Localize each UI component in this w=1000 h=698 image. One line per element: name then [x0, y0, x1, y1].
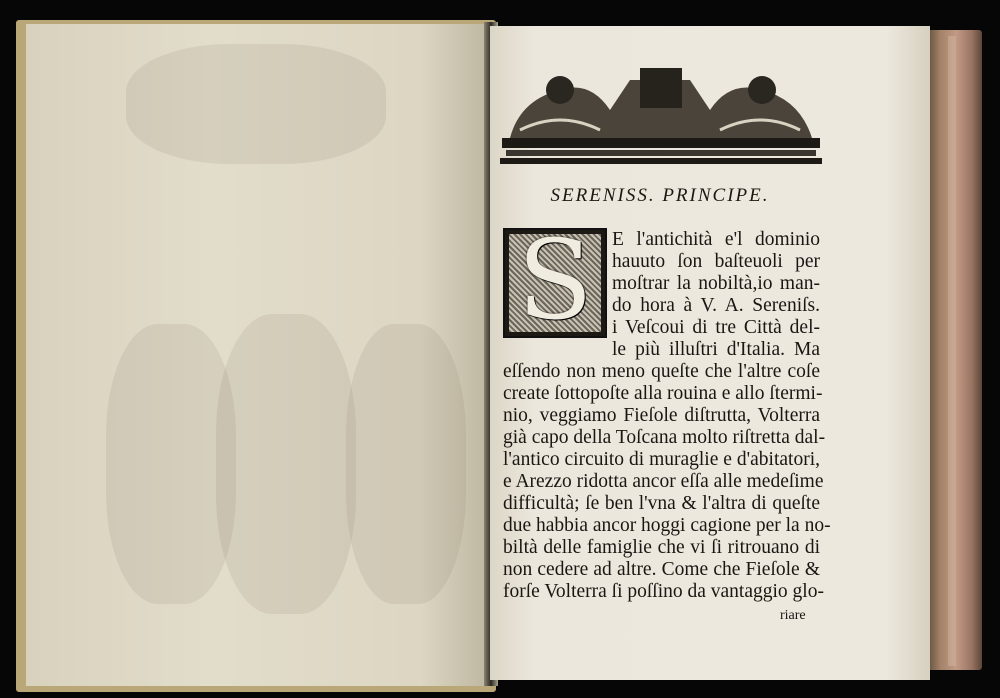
text-line: forſe Volterra ſi poſſino da vantaggio glo- [503, 581, 824, 602]
text-line: difficultà; ſe ben l'vna & l'altra di queſte [503, 493, 820, 514]
text-line: nio, veggiamo Fieſole diſtrutta, Volterra [503, 405, 820, 426]
text-line: i Veſcoui di tre Città del- [612, 317, 820, 338]
text-line: già capo della Toſcana molto riſtretta dal- [503, 427, 826, 448]
decorated-initial [503, 228, 607, 338]
text-line: create ſottopoſte alla rouina e allo ſtermi- [503, 383, 823, 404]
text-line: do hora à V. A. Sereniſs. [612, 295, 820, 316]
text-line: E l'antichità e'l dominio [612, 229, 820, 250]
text-line: eſſendo non meno queſte che l'altre coſe [503, 361, 820, 382]
catchword: riare [780, 608, 806, 623]
show-through-ornament [126, 44, 386, 164]
show-through-figure [216, 314, 356, 614]
show-through-figure [346, 324, 466, 604]
text-line: biltà delle famiglie che vi ſi ritrouano di [503, 537, 820, 558]
text-line: e Arezzo ridotta ancor eſſa alle medeſime [503, 471, 824, 492]
page-heading: SERENISS. PRINCIPE. [550, 185, 770, 206]
text-line: moſtrar la nobiltà,io man- [612, 273, 820, 294]
drop-cap-letter: S [517, 228, 593, 338]
left-page-blank [26, 24, 490, 686]
headpiece-ornament [500, 60, 822, 166]
text-line: le più illuſtri d'Italia. Ma [612, 339, 820, 360]
text-line: hauuto ſon baſteuoli per [612, 251, 820, 272]
text-line: due habbia ancor hoggi cagione per la no- [503, 515, 831, 536]
text-line: non cedere ad altre. Come che Fieſole & [503, 559, 820, 580]
book-page-edges [930, 30, 982, 670]
text-line: l'antico circuito di muraglie e d'abitatori, [503, 449, 820, 470]
book-page-edges-highlight [948, 36, 956, 666]
